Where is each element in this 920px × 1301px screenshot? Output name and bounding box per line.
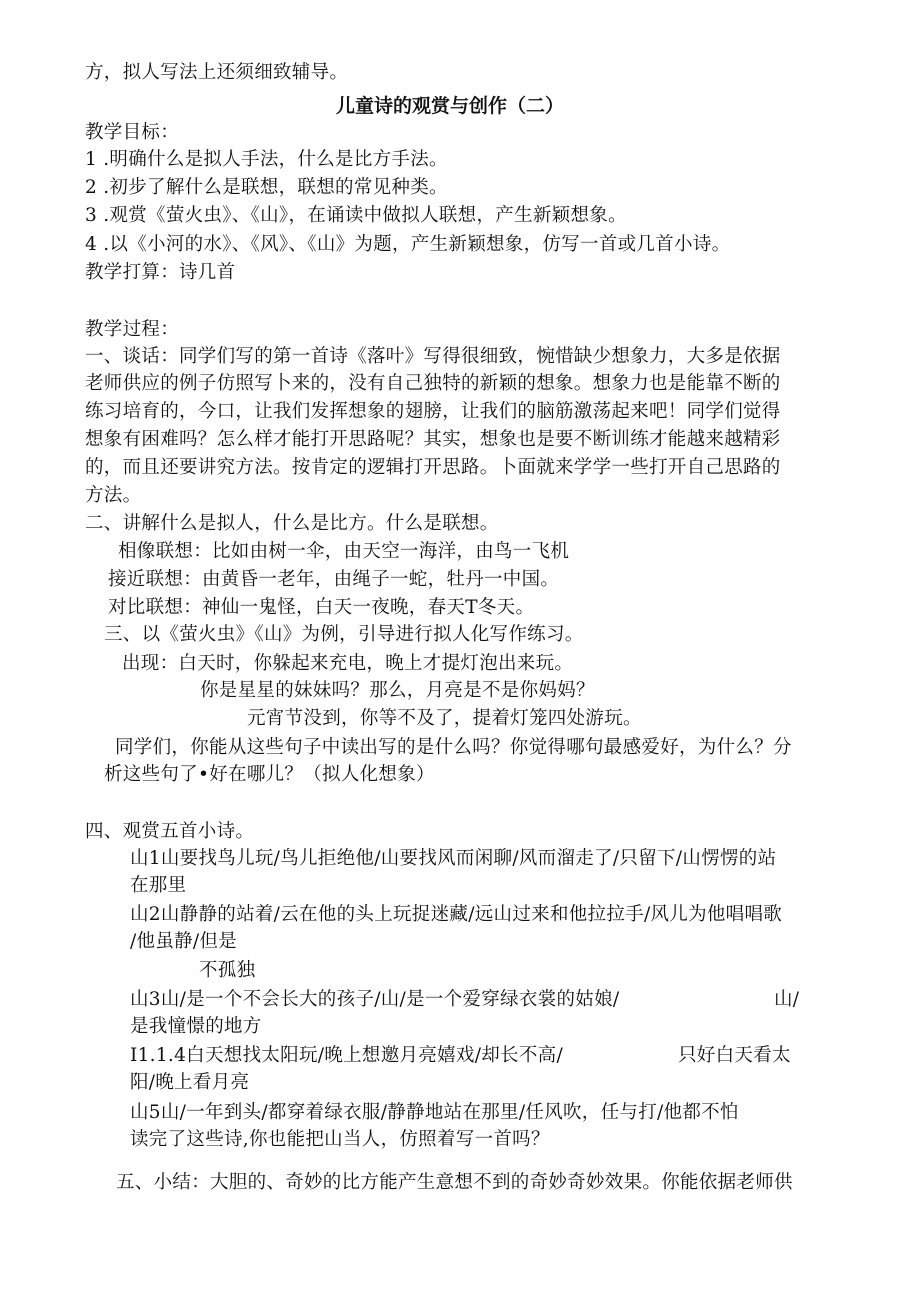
process-heading: 教学过程：	[85, 319, 180, 340]
poem-line: 不孤独	[199, 960, 256, 981]
poem-line: 山1山要找鸟儿玩/鸟儿拒绝他/山要找风而闲聊/风而溜走了/只留下/山愣愣的站	[130, 848, 777, 869]
question-line: 同学们，你能从这些句子中读出写的是什么吗？你觉得哪句最感爱好，为什么？分	[115, 737, 792, 758]
goal-item: 4 .以《小河的水》、《风》、《山》为题，产生新颖想象，仿写一首或几首小诗。	[85, 234, 731, 255]
section-two-heading: 二、讲解什么是拟人，什么是比方。什么是联想。	[85, 513, 499, 534]
poem-line: /他虽静/但是	[130, 931, 238, 952]
intro-line: 方，拟人写法上还须细致辅导。	[85, 62, 349, 83]
goal-item: 3 .观赏《萤火虫》、《山》，在诵读中做拟人联想，产生新颖想象。	[85, 205, 627, 226]
association-similar: 相像联想：比如由树一伞，由天空一海洋，由鸟一飞机	[118, 541, 570, 562]
poem-line: 在那里	[130, 875, 187, 896]
goal-item: 2 .初步了解什么是联想，联想的常见种类。	[85, 177, 448, 198]
association-proximity: 接近联想：由黄昏一老年，由绳子一蛇，牡丹一中国。	[108, 569, 560, 590]
example-line: 元宵节没到，你等不及了，提着灯笼四处游玩。	[247, 708, 642, 729]
paragraph-line: 想象有困难吗？怎么样才能打开思路呢？其实，想象也是要不断训练才能越来越精彩	[85, 429, 781, 450]
goals-heading: 教学目标：	[85, 122, 180, 143]
prompt-line: 读完了这些诗,你也能把山当人，仿照着写一首吗？	[130, 1129, 550, 1150]
paragraph-line: 练习培育的，今口，让我们发挥想象的翅膀，让我们的脑筋激荡起来吧！同学们觉得	[85, 401, 781, 422]
association-contrast: 对比联想：神仙一鬼怪，白天一夜晚，春天T冬天。	[108, 597, 535, 618]
example-line: 出现：白天时，你躲起来充电，晚上才提灯泡出来玩。	[122, 653, 574, 674]
poem-line: 山5山/一年到头/都穿着绿衣服/静静地站在那里/任风吹，任与打/他都不怕	[130, 1102, 739, 1123]
poem-line: 山2山静静的站着/云在他的头上玩捉迷藏/远山过来和他拉拉手/风儿为他唱唱歌	[130, 904, 783, 925]
page-title: 儿童诗的观赏与创作（二）	[336, 95, 565, 117]
section-four-heading: 四、观赏五首小诗。	[85, 821, 255, 842]
example-line: 你是星星的妹妹吗？那么，月亮是不是你妈妈？	[200, 680, 595, 701]
section-three-heading: 三、以《萤火虫》《山》为例，引导进行拟人化写作练习。	[104, 624, 584, 645]
paragraph-line: 一、谈话：同学们写的第一首诗《落叶》写得很细致，惋惜缺少想象力，大多是依据	[85, 346, 781, 367]
poem-line: 山/	[774, 989, 800, 1010]
poem-line: 阳/晚上看月亮	[130, 1072, 250, 1093]
teaching-plan: 教学打算：诗几首	[85, 262, 236, 283]
poem-line: 山3山/是一个不会长大的孩子/山/是一个爱穿绿衣裳的姑娘/	[130, 989, 620, 1010]
poem-line: I1.1.4白天想找太阳玩/晚上想邀月亮嬉戏/却长不高/	[130, 1045, 563, 1066]
summary-line: 五、小结：大胆的、奇妙的比方能产生意想不到的奇妙奇妙效果。你能依据老师供	[116, 1172, 793, 1193]
question-line: 析这些句了•好在哪儿？（拟人化想象）	[104, 764, 435, 785]
paragraph-line: 的，而且还要讲究方法。按肯定的逻辑打开思路。卜面就来学学一些打开自己思路的	[85, 457, 781, 478]
paragraph-line: 方法。	[85, 485, 142, 506]
poem-line: 是我憧憬的地方	[130, 1016, 262, 1037]
poem-line: 只好白天看太	[678, 1045, 791, 1066]
goal-item: 1 .明确什么是拟人手法，什么是比方手法。	[85, 149, 448, 170]
paragraph-line: 老师供应的例子仿照写卜来的，没有自己独特的新颖的想象。想象力也是能靠不断的	[85, 373, 781, 394]
